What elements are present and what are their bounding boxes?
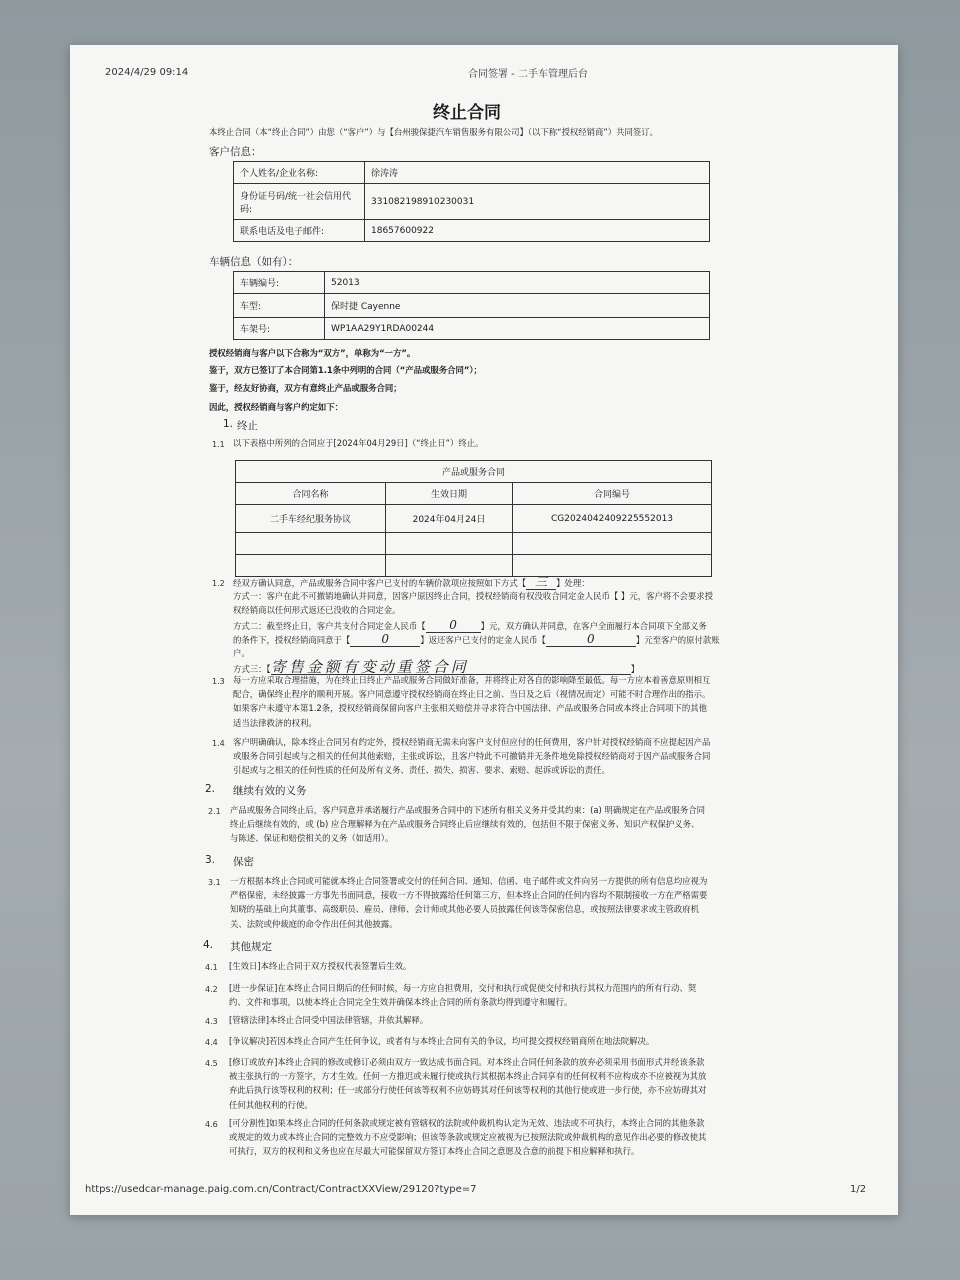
clause-1-2-line	[233, 618, 873, 632]
contract-number-cell: CG2024042409225552013	[513, 505, 712, 533]
doc-intro: 本终止合同（本“终止合同”）由您（“客户”）与【台州骏保捷汽车销售服务有限公司】（以下称“授权经销商”）共同签订。	[209, 127, 658, 137]
doc-title: 终止合同	[433, 103, 501, 123]
clause-1-2-line-text: 】元，双方确认并同意，在客户全面履行本合同项下全部义务	[480, 620, 707, 631]
contract-name-cell: 二手车经纪服务协议	[236, 505, 386, 533]
handwritten-method: 三	[526, 575, 556, 590]
clause-3-1-number: 3.1	[208, 878, 221, 887]
clause-line: 或服务合同引起或与之相关的任何其他索赔，主张或诉讼，且客户特此不可撤销并无条件地免除授权经销商对于因产品或服务合同	[233, 751, 711, 762]
customer-info-table	[233, 161, 710, 242]
contract-table-header-name: 合同名称	[236, 483, 386, 505]
clause-1-2-line-text: 的条件下，授权经销商同意于【	[233, 634, 351, 645]
clause-line: 如果客户未遵守本第1.2条，授权经销商保留向客户主张相关赔偿并寻求符合中国法律、产品或服务合同或本终止合同项下的其他	[233, 703, 707, 714]
footer-url: https://usedcar-manage.paig.com.cn/Contract/ContractXXView/29120?type=7	[85, 1184, 477, 1195]
clause-line: 产品或服务合同终止后，客户同意并承诺履行产品或服务合同中的下述所有相关义务并受其约束：(a) 明确规定在产品或服务合同	[230, 805, 705, 815]
clause-4-4-text	[229, 1034, 654, 1048]
clause-2-1-number: 2.1	[208, 807, 221, 816]
clause-line: 配合，确保终止程序的顺利开展。客户同意遵守授权经销商在终止日之前、当日及之后（视情况而定）可能不时合理作出的指示。	[233, 689, 711, 700]
bracket-close: 】	[630, 664, 640, 675]
contract-table	[235, 460, 712, 577]
clause-4-6-text	[229, 1116, 706, 1159]
clause-1-4-number: 1.4	[212, 739, 225, 748]
customer-id-key: 身份证号码/统一社会信用代码:	[234, 184, 365, 220]
vehicle-model-value: 保时捷 Cayenne	[325, 294, 710, 318]
vehicle-no-value: 52013	[325, 272, 710, 294]
empty-cell	[236, 533, 386, 555]
print-page-title: 合同签署 - 二手车管理后台	[468, 69, 588, 80]
clause-line: 可执行，双方的权利和义务也应在尽最大可能保留双方签订本终止合同之意愿及合意的前提下相应解释和执行。	[229, 1146, 640, 1157]
contract-page	[70, 45, 898, 1215]
handwritten-method-3: 寄售金额有变动重签合同	[271, 660, 631, 675]
clause-4-4-number: 4.4	[205, 1038, 218, 1047]
clause-1-3-text	[233, 673, 710, 730]
vehicle-info-label: 车辆信息（如有）：	[209, 256, 299, 268]
vehicle-model-key: 车型:	[234, 294, 325, 318]
customer-id-value: 331082198910230031	[365, 184, 710, 220]
clause-1-2-number: 1.2	[212, 579, 225, 588]
contract-table-caption: 产品或服务合同	[236, 461, 712, 483]
clause-line: 任何其他权利的行使。	[229, 1099, 313, 1110]
handwritten-amount-3: 0	[546, 632, 636, 647]
clause-4-6-number: 4.6	[205, 1120, 218, 1129]
vehicle-no-key: 车辆编号:	[234, 272, 325, 294]
clause-1-1-text: 以下表格中所列的合同应于[2024年04月29日]（“终止日”）终止。	[233, 438, 484, 448]
clause-1-2-line-text: 方式三：【	[233, 664, 271, 675]
section-3-number: 3.	[205, 854, 216, 866]
section-2-number: 2.	[205, 783, 216, 795]
recital-2: 鉴于，双方已签订了本合同第1.1条中列明的合同（“产品或服务合同”）；	[209, 365, 482, 375]
clause-4-5-number: 4.5	[205, 1059, 218, 1068]
clause-1-1-number: 1.1	[212, 440, 225, 449]
handwritten-amount-1: 0	[426, 618, 481, 633]
contract-date-cell: 2024年04月24日	[386, 505, 513, 533]
customer-name-value: 徐涛涛	[365, 162, 710, 184]
clause-1-2-line-text: 】返还客户已支付的定金人民币【	[420, 634, 546, 645]
customer-name-key: 个人姓名/企业名称:	[234, 162, 365, 184]
clause-line: 关、法院或仲裁庭的命令作出任何其他披露。	[230, 918, 398, 929]
clause-line: 被主张执行的一方签字，方才生效。任何一方推迟或未履行使或执行其根据本终止合同享有的任何权利不应构成亦不应被视为其放	[229, 1071, 707, 1082]
vehicle-vin-key: 车架号:	[234, 318, 325, 340]
clause-line: 客户明确确认，除本终止合同另有约定外，授权经销商无需未向客户支付但应付的任何费用，客户针对授权经销商不应提起因产品	[233, 737, 711, 747]
section-3-title: 保密	[233, 856, 254, 868]
clause-line: [进一步保证]在本终止合同日期后的任何时候，每一方应自担费用，交付和执行或促使交付和执行其权力范围内的所有行动、契	[229, 983, 697, 993]
clause-1-2-line: 户。	[233, 647, 250, 658]
customer-contact-value: 18657600922	[365, 220, 710, 242]
clause-line: [管辖法律]本终止合同受中国法律管辖，并依其解释。	[229, 1015, 429, 1025]
clause-1-2-line-text: 方式二：截至终止日，客户共支付合同定金人民币【	[233, 620, 426, 631]
vehicle-info-table	[233, 271, 710, 340]
clause-1-2-line	[233, 632, 873, 646]
section-2-title: 继续有效的义务	[233, 785, 307, 797]
empty-cell	[513, 555, 712, 577]
customer-contact-key: 联系电话及电子邮件:	[234, 220, 365, 242]
clause-line: 每一方应采取合理措施，为在终止日终止产品或服务合同做好准备，并将终止对各自的影响降至最低。每一方应本着善意原则相互	[233, 675, 711, 685]
empty-cell	[236, 555, 386, 577]
clause-4-1-number: 4.1	[205, 963, 218, 972]
clause-4-1-text	[229, 959, 411, 973]
clause-line: 一方根据本终止合同或可能就本终止合同签署或交付的任何合同、通知、信函、电子邮件或文件向另一方提供的所有信息均应视为	[230, 876, 708, 886]
contract-table-header-date: 生效日期	[386, 483, 513, 505]
clause-line: 适当法律救济的权利。	[233, 717, 317, 728]
recital-1: 授权经销商与客户以下合称为“双方”，单称为“一方”。	[209, 348, 416, 358]
clause-line: [修订或放弃]本终止合同的修改或修订必须由双方一致达成书面合同。对本终止合同任何条款的放弃必须采用书面形式并经该条款	[229, 1057, 705, 1067]
recital-4: 因此，授权经销商与客户约定如下：	[209, 402, 343, 412]
handwritten-amount-2: 0	[350, 632, 420, 647]
clause-1-2-line: 方式一：客户在此不可撤销地确认并同意，因客户原因终止合同，授权经销商有权没收合同定金人民币【 】元，客户将不会要求授	[233, 591, 714, 602]
clause-4-2-number: 4.2	[205, 985, 218, 994]
clause-line: 或规定的效力或本终止合同的完整效力不应受影响；但该等条款或规定应被视为已按照法院或仲裁机构的意见作出必要的修改使其	[229, 1132, 707, 1143]
empty-cell	[386, 533, 513, 555]
footer-page-number: 1/2	[850, 1184, 867, 1195]
empty-cell	[386, 555, 513, 577]
clause-1-2-line-text: 】元至客户的原付款账	[635, 634, 720, 645]
section-1-title: 终止	[237, 420, 258, 432]
clause-line: 严格保密，未经披露一方事先书面同意，接收一方不得披露给任何第三方，但本终止合同的任何内容均不限制接收一方在严格需要	[230, 890, 708, 901]
clause-1-2-line	[233, 575, 873, 589]
clause-line: [可分割性]如果本终止合同的任何条款或规定被有管辖权的法院或仲裁机构认定为无效、违法或不可执行，本终止合同的其他条款	[229, 1118, 705, 1128]
clause-4-3-number: 4.3	[205, 1017, 218, 1026]
clause-line: 终止后继续有效的，或 (b) 应合理解释为在产品或服务合同终止后应继续有效的，包括但不限于保密义务、知识产权保护义务、	[230, 819, 700, 830]
customer-info-label: 客户信息：	[209, 146, 262, 158]
section-4-title: 其他规定	[230, 941, 272, 953]
clause-4-5-text	[229, 1055, 706, 1112]
clause-2-1-text	[230, 803, 705, 846]
clause-line: 约、文件和事项，以使本终止合同完全生效并确保本终止合同的所有条款均得到遵守和履行。	[229, 997, 573, 1008]
clause-1-2-line: 权经销商以任何形式返还已没收的合同定金。	[233, 605, 401, 616]
clause-1-4-text	[233, 735, 710, 778]
print-datetime: 2024/4/29 09:14	[105, 67, 189, 78]
clause-4-2-text	[229, 981, 696, 1009]
clause-line: 与陈述、保证和赔偿相关的义务（如适用）。	[230, 833, 394, 844]
empty-cell	[513, 533, 712, 555]
clause-1-3-number: 1.3	[212, 677, 225, 686]
section-1-number: 1.	[223, 418, 234, 430]
clause-line: 弃此后执行该等权利的权利；任一或部分行使任何该等权利不应妨碍其对任何该等权利的其他行使或进一步行使，亦不应妨碍其对	[229, 1085, 707, 1096]
recital-3: 鉴于，经友好协商，双方有意终止产品或服务合同；	[209, 383, 402, 393]
clause-1-2-line-text: 经双方确认同意，产品或服务合同中客户已支付的车辆价款项应按照如下方式【	[233, 578, 527, 588]
clause-4-3-text	[229, 1013, 428, 1027]
clause-line: [生效日]本终止合同于双方授权代表签署后生效。	[229, 961, 412, 971]
vehicle-vin-value: WP1AA29Y1RDA00244	[325, 318, 710, 340]
clause-3-1-text	[230, 874, 707, 931]
clause-line: 引起或与之相关的任何性质的任何及所有义务、责任、损失、损害、要求、索赔、起诉或诉讼的责任。	[233, 765, 610, 776]
clause-line: [争议解决]若因本终止合同产生任何争议，或者有与本终止合同有关的争议，均可提交授权经销商所在地法院解决。	[229, 1036, 655, 1046]
section-4-number: 4.	[203, 939, 214, 951]
clause-line: 知晓的基础上向其董事、高级职员、雇员、律师、会计师或其他必要人员披露任何该等保密信息，或按照法律要求或主管政府机	[230, 904, 699, 915]
clause-1-2-text	[233, 575, 873, 680]
contract-table-header-number: 合同编号	[513, 483, 712, 505]
clause-1-2-line-text: 】处理：	[556, 578, 590, 588]
